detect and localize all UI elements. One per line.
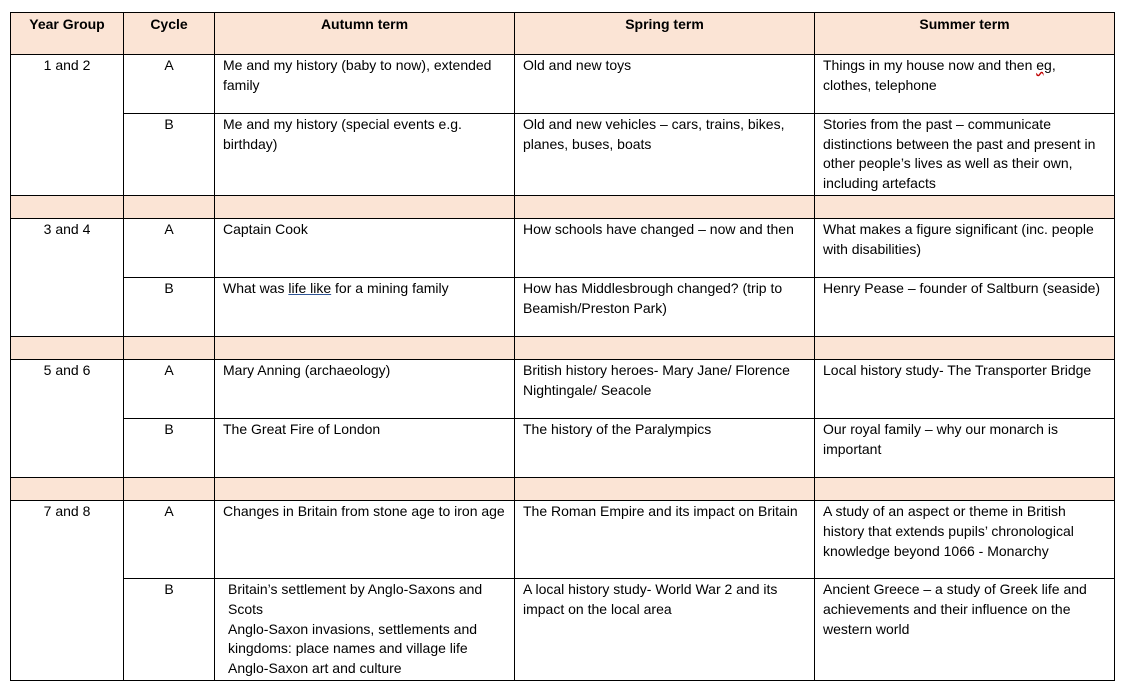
summer-cell: Ancient Greece – a study of Greek life and achievements and their influence on the western world [815,579,1115,681]
cycle-cell: B [124,114,215,196]
cycle-cell: B [124,278,215,337]
spacer-cell [215,337,515,360]
autumn-cell: Me and my history (special events e.g. birthday) [215,114,515,196]
autumn-cell: The Great Fire of London [215,419,515,478]
spacer-row [11,196,1115,219]
summer-cell: What makes a figure significant (inc. people with disabilities) [815,219,1115,278]
year-group-cell: 5 and 6 [11,360,124,478]
table-row [11,278,1115,337]
spacer-cell [815,196,1115,219]
cycle-cell: A [124,501,215,579]
summer-cell: Stories from the past – communicate distinctions between the past and present in other people’s lives as well as their own, including artefacts [815,114,1115,196]
table-row [11,501,1115,579]
header-year-group: Year Group [11,13,124,55]
spring-cell: How has Middlesbrough changed? (trip to Beamish/Preston Park) [515,278,815,337]
autumn-cell: Captain Cook [215,219,515,278]
spacer-cell [515,478,815,501]
table-row [11,579,1115,681]
year-group-cell: 1 and 2 [11,55,124,196]
spring-cell: Old and new toys [515,55,815,114]
spacer-cell [11,337,124,360]
header-autumn-term: Autumn term [215,13,515,55]
summer-cell: A study of an aspect or theme in British history that extends pupils’ chronological knowledge beyond 1066 - Monarchy [815,501,1115,579]
spacer-cell [11,196,124,219]
autumn-cell: Mary Anning (archaeology) [215,360,515,419]
year-group-cell: 7 and 8 [11,501,124,681]
header-summer-term: Summer term [815,13,1115,55]
autumn-line: Britain’s settlement by Anglo-Saxons and Scots [228,581,483,617]
spacer-cell [515,196,815,219]
autumn-line: Anglo-Saxon art and culture [228,659,402,676]
table-row [11,55,1115,114]
spacer-cell [515,337,815,360]
summer-text: , clothes, telephone [823,57,1056,93]
cycle-cell: B [124,579,215,681]
table-row [11,419,1115,478]
grammar-flagged-phrase: life like [288,280,332,297]
table-row [11,219,1115,278]
autumn-cell: Changes in Britain from stone age to iron age [215,501,515,579]
summer-cell: Local history study- The Transporter Bridge [815,360,1115,419]
spelling-flagged-word: eg [1036,57,1052,73]
summer-cell: Our royal family – why our monarch is important [815,419,1115,478]
autumn-line: Anglo-Saxon invasions, settlements and kingdoms: place names and village life [228,620,478,657]
cycle-cell: B [124,419,215,478]
summer-cell: Henry Pease – founder of Saltburn (seaside) [815,278,1115,337]
cycle-cell: A [124,219,215,278]
spring-cell: British history heroes- Mary Jane/ Florence Nightingale/ Seacole [515,360,815,419]
spring-cell: The history of the Paralympics [515,419,815,478]
spacer-cell [815,337,1115,360]
header-spring-term: Spring term [515,13,815,55]
spacer-cell [815,478,1115,501]
cycle-cell: A [124,55,215,114]
spacer-cell [124,478,215,501]
autumn-cell: Me and my history (baby to now), extended family [215,55,515,114]
spacer-cell [11,478,124,501]
spacer-cell [215,478,515,501]
spacer-row [11,478,1115,501]
spring-cell: Old and new vehicles – cars, trains, bikes, planes, buses, boats [515,114,815,196]
header-row [11,13,1115,55]
spacer-cell [215,196,515,219]
spring-cell: A local history study- World War 2 and its impact on the local area [515,579,815,681]
autumn-cell [215,278,515,337]
table-row [11,360,1115,419]
header-cycle: Cycle [124,13,215,55]
spring-cell: The Roman Empire and its impact on Britain [515,501,815,579]
summer-cell [815,55,1115,114]
cycle-cell: A [124,360,215,419]
autumn-cell [215,579,515,681]
summer-text: Things in my house now and then [823,57,1037,73]
table-row [11,114,1115,196]
autumn-text: for a mining family [331,280,449,297]
spacer-row [11,337,1115,360]
history-curriculum-table [10,12,1115,681]
spacer-cell [124,196,215,219]
spacer-cell [124,337,215,360]
spring-cell: How schools have changed – now and then [515,219,815,278]
year-group-cell: 3 and 4 [11,219,124,337]
autumn-text: What was [223,280,289,297]
